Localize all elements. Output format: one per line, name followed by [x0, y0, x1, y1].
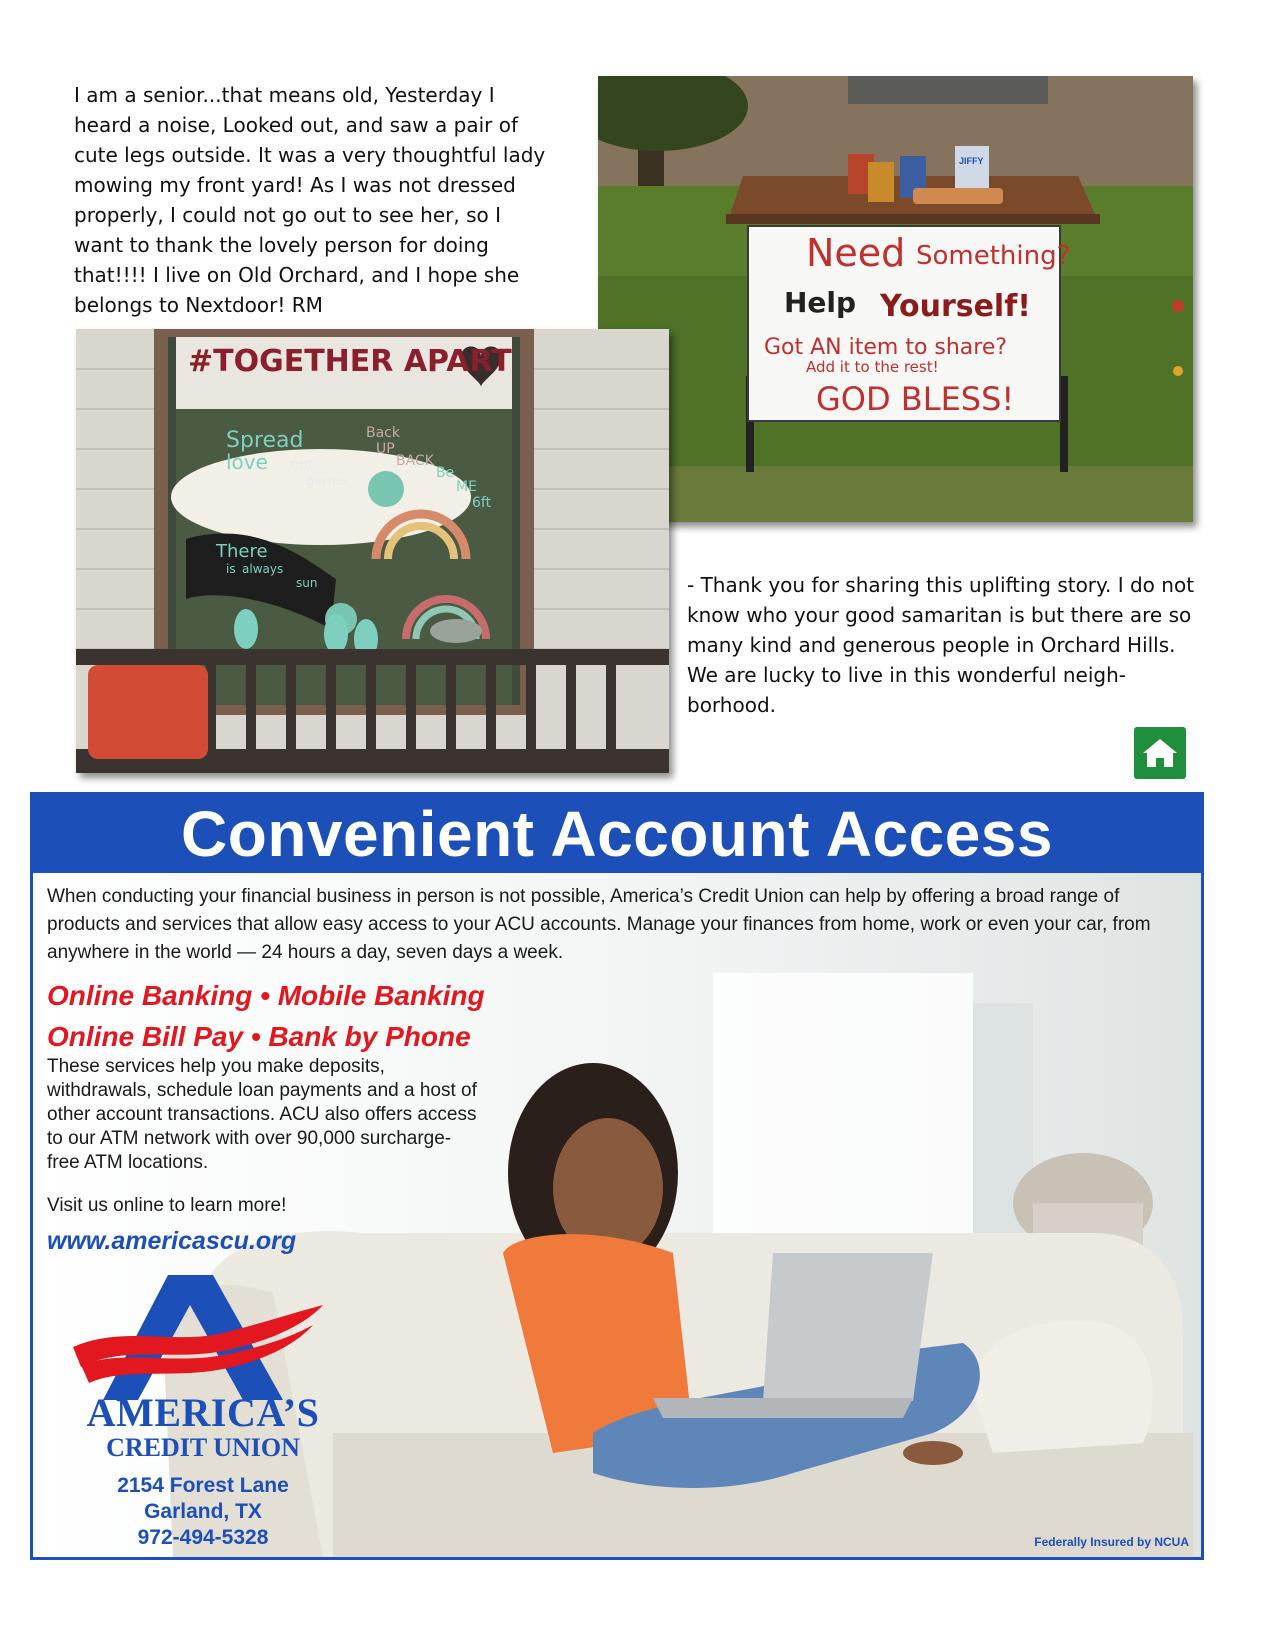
- together-apart-photo: [76, 329, 669, 773]
- window-word-always: always: [242, 562, 284, 576]
- story-text: I am a senior...that means old, Yesterday I heard a noise, Looked out, and saw a pair of cute legs outside. It was a very thoughtful lady mowing my front yard! As I was not dressed properly, I could not go out to see her, so I want to thank the lovely person for doing that!!!! I live on Old Orchard, and I hope she belongs to Nextdoor! RM: [74, 83, 546, 317]
- acu-address: [53, 1473, 353, 1551]
- ad-visit-text: Visit us online to learn more!: [47, 1195, 287, 1216]
- sign-add-it: Add it to the rest!: [806, 358, 939, 376]
- acu-ad: [30, 792, 1204, 1560]
- window-word-love: love: [226, 450, 268, 474]
- acu-website-link[interactable]: www.americascu.org: [47, 1227, 297, 1255]
- sign-got-an-item: Got AN item to share?: [764, 335, 1008, 360]
- ad-title: Convenient Account Access: [33, 795, 1201, 873]
- ncua-disclaimer: Federally Insured by NCUA: [1034, 1535, 1189, 1549]
- window-word-sun: sun: [296, 576, 318, 590]
- window-word-up: UP: [376, 441, 395, 457]
- window-word-be: Be: [436, 465, 455, 481]
- acu-logo-name: [53, 1390, 353, 1462]
- need-something-photo: [598, 76, 1193, 522]
- nextdoor-house-icon[interactable]: [1134, 727, 1186, 779]
- services-line-2: Online Bill Pay • Bank by Phone: [47, 1021, 471, 1052]
- acu-name-line-1: AMERICA’S: [86, 1390, 320, 1435]
- ad-intro-text: When conducting your financial business in person is not possible, America’s Credit Union can help by offering a broad range of products and services that allow easy access to your ACU accounts. Manage your finances from home, work or even your car, from anywhere in the world — 24 hours a day, seven days a week.: [47, 886, 1151, 963]
- window-word-back: Back: [366, 425, 400, 441]
- ad-services-list: [47, 975, 485, 1057]
- window-headline: #TOGETHER APART: [188, 344, 512, 379]
- window-word-spread: Spread: [226, 428, 304, 453]
- acu-name-line-2: CREDIT UNION: [106, 1433, 300, 1462]
- sign-god-bless: GOD BLESS!: [816, 380, 1015, 418]
- jiffy-label: JIFFY: [959, 156, 984, 166]
- sign-need: Need: [806, 231, 906, 275]
- sign-yourself: Yourself!: [880, 289, 1031, 324]
- window-word-there: There: [216, 541, 268, 562]
- window-word-not: not: [290, 457, 313, 473]
- address-phone: 972-494-5328: [137, 1526, 269, 1549]
- reply-text: - Thank you for sharing this uplifting story. I do not know who your good samaritan is but there are so many kind and generous people in Orchard Hills. We are lucky to live in this wonderful neigh-borhood.: [687, 573, 1195, 717]
- address-city: Garland, TX: [144, 1500, 262, 1523]
- ad-body-text: These services help you make deposits, withdrawals, schedule loan payments and a host of other account transactions. ACU also offers access to our ATM network with over 90,000 surcharge-free ATM locations.: [47, 1056, 477, 1173]
- sign-help: Help: [784, 286, 857, 319]
- window-word-is: is: [226, 562, 236, 576]
- sign-something: Something?: [916, 241, 1071, 271]
- services-line-1: Online Banking • Mobile Banking: [47, 980, 485, 1011]
- window-word-6ft: 6ft: [472, 495, 492, 511]
- window-word-germs: germs: [306, 474, 347, 489]
- window-word-me: ME: [456, 479, 477, 495]
- window-word-back-2: BACK: [396, 453, 434, 469]
- address-street: 2154 Forest Lane: [117, 1474, 289, 1497]
- acu-logo-icon: [63, 1275, 323, 1405]
